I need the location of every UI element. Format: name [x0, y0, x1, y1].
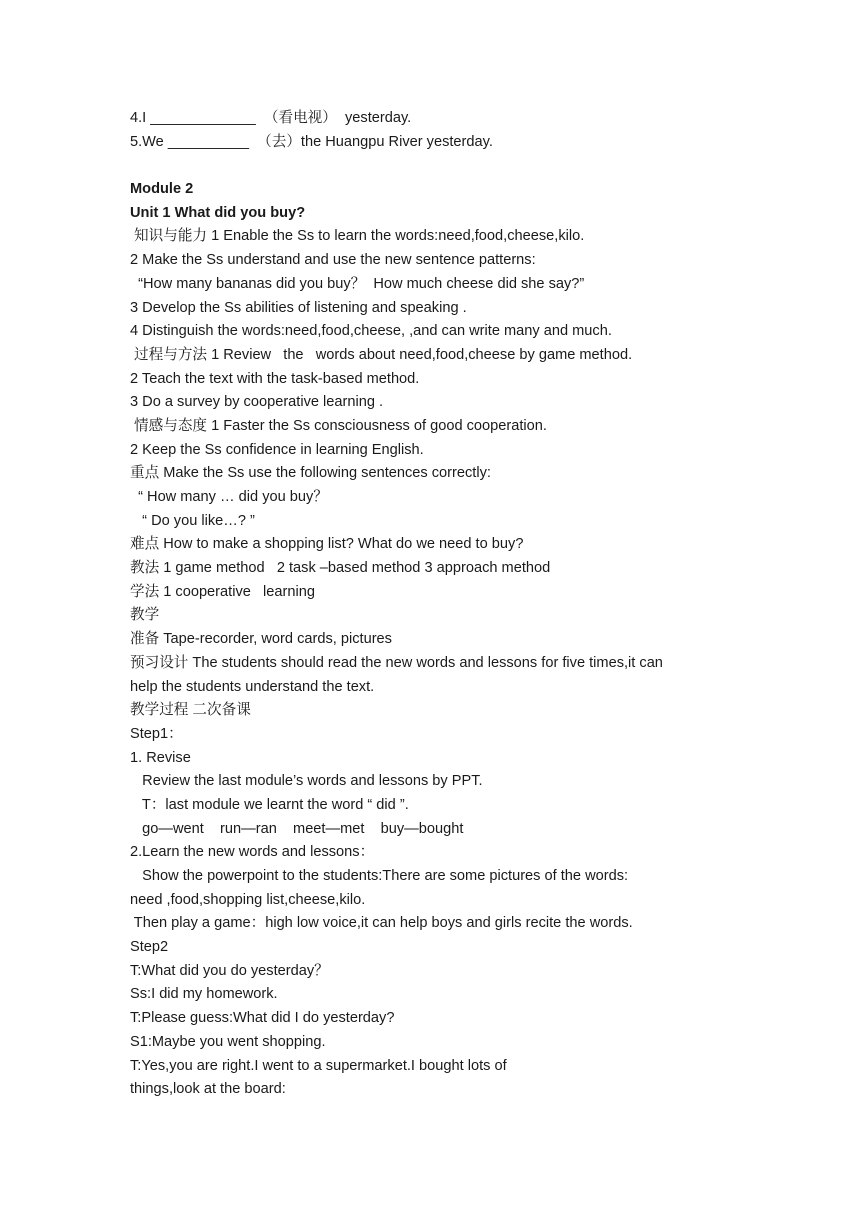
module-heading: Module 2 [130, 181, 194, 198]
preparation: 准备 Tape-recorder, word cards, pictures [130, 631, 392, 648]
preview-design: 预习设计 The students should read the new words and lessons for five times,it can [130, 654, 663, 671]
step-2-heading: Step2 [130, 939, 169, 956]
objective-line: 3 Do a survey by cooperative learning . [130, 394, 384, 411]
teaching-process: 教学过程 二次备课 [130, 702, 251, 719]
teaching-label: 教学 [130, 607, 160, 624]
body-line: T：last module we learnt the word “ did ”. [130, 796, 409, 813]
step-1-heading: Step1： [130, 725, 183, 742]
learn-heading: 2.Learn the new words and lessons： [130, 844, 375, 861]
objective-line: 4 Distinguish the words:need,food,cheese, ,and can write many and much. [130, 323, 612, 340]
dialogue-line: T:Please guess:What did I do yesterday? [130, 1010, 395, 1027]
objective-line: 2 Keep the Ss confidence in learning English. [130, 441, 424, 458]
document-page [130, 107, 770, 1102]
objective-emotion: 情感与态度 1 Faster the Ss consciousness of good cooperation. [130, 417, 547, 434]
objective-process: 过程与方法 1 Review the words about need,food,cheese by game method. [130, 346, 633, 363]
key-point: 重点 Make the Ss use the following sentences correctly: [130, 465, 491, 482]
body-line: Show the powerpoint to the students:There are some pictures of the words: [130, 868, 629, 884]
body-line: Review the last module’s words and lessons by PPT. [130, 773, 483, 790]
learning-method: 学法 1 cooperative learning [130, 583, 315, 600]
dialogue-line: Ss:I did my homework. [130, 986, 278, 1003]
dialogue-line: things,look at the board: [130, 1081, 286, 1098]
key-sentence-line: “ How many … did you buy？ [130, 489, 328, 505]
body-line: need ,food,shopping list,cheese,kilo. [130, 891, 366, 908]
sentence-pattern-line: “How many bananas did you buy？ How much cheese did she say?” [130, 275, 585, 292]
key-sentence-line: “ Do you like…? ” [130, 512, 255, 529]
exercise-line-5: 5.We __________ （去）the Huangpu River yesterday. [130, 133, 493, 150]
unit-heading: Unit 1 What did you buy? [130, 204, 306, 221]
objective-line: 3 Develop the Ss abilities of listening and speaking . [130, 299, 467, 316]
revise-heading: 1. Revise [130, 749, 191, 766]
exercise-line-4: 4.I _____________ （看电视） yesterday. [130, 110, 412, 126]
dialogue-line: S1:Maybe you went shopping. [130, 1033, 326, 1050]
spacer [130, 154, 770, 178]
objective-knowledge: 知识与能力 1 Enable the Ss to learn the words:need,food,cheese,kilo. [130, 228, 585, 245]
dialogue-line: T:Yes,you are right.I went to a supermarket.I bought lots of [130, 1057, 507, 1074]
objective-line: 2 Make the Ss understand and use the new sentence patterns: [130, 252, 536, 269]
dialogue-line: T:What did you do yesterday？ [130, 962, 329, 979]
teaching-method: 教法 1 game method 2 task –based method 3 approach method [130, 560, 551, 577]
body-line: Then play a game：high low voice,it can help boys and girls recite the words. [130, 915, 633, 932]
difficult-point: 难点 How to make a shopping list? What do we need to buy? [130, 536, 524, 553]
preview-design-cont: help the students understand the text. [130, 678, 375, 695]
verb-forms-line: go—went run—ran meet—met buy—bought [130, 820, 464, 837]
objective-line: 2 Teach the text with the task-based method. [130, 370, 420, 387]
